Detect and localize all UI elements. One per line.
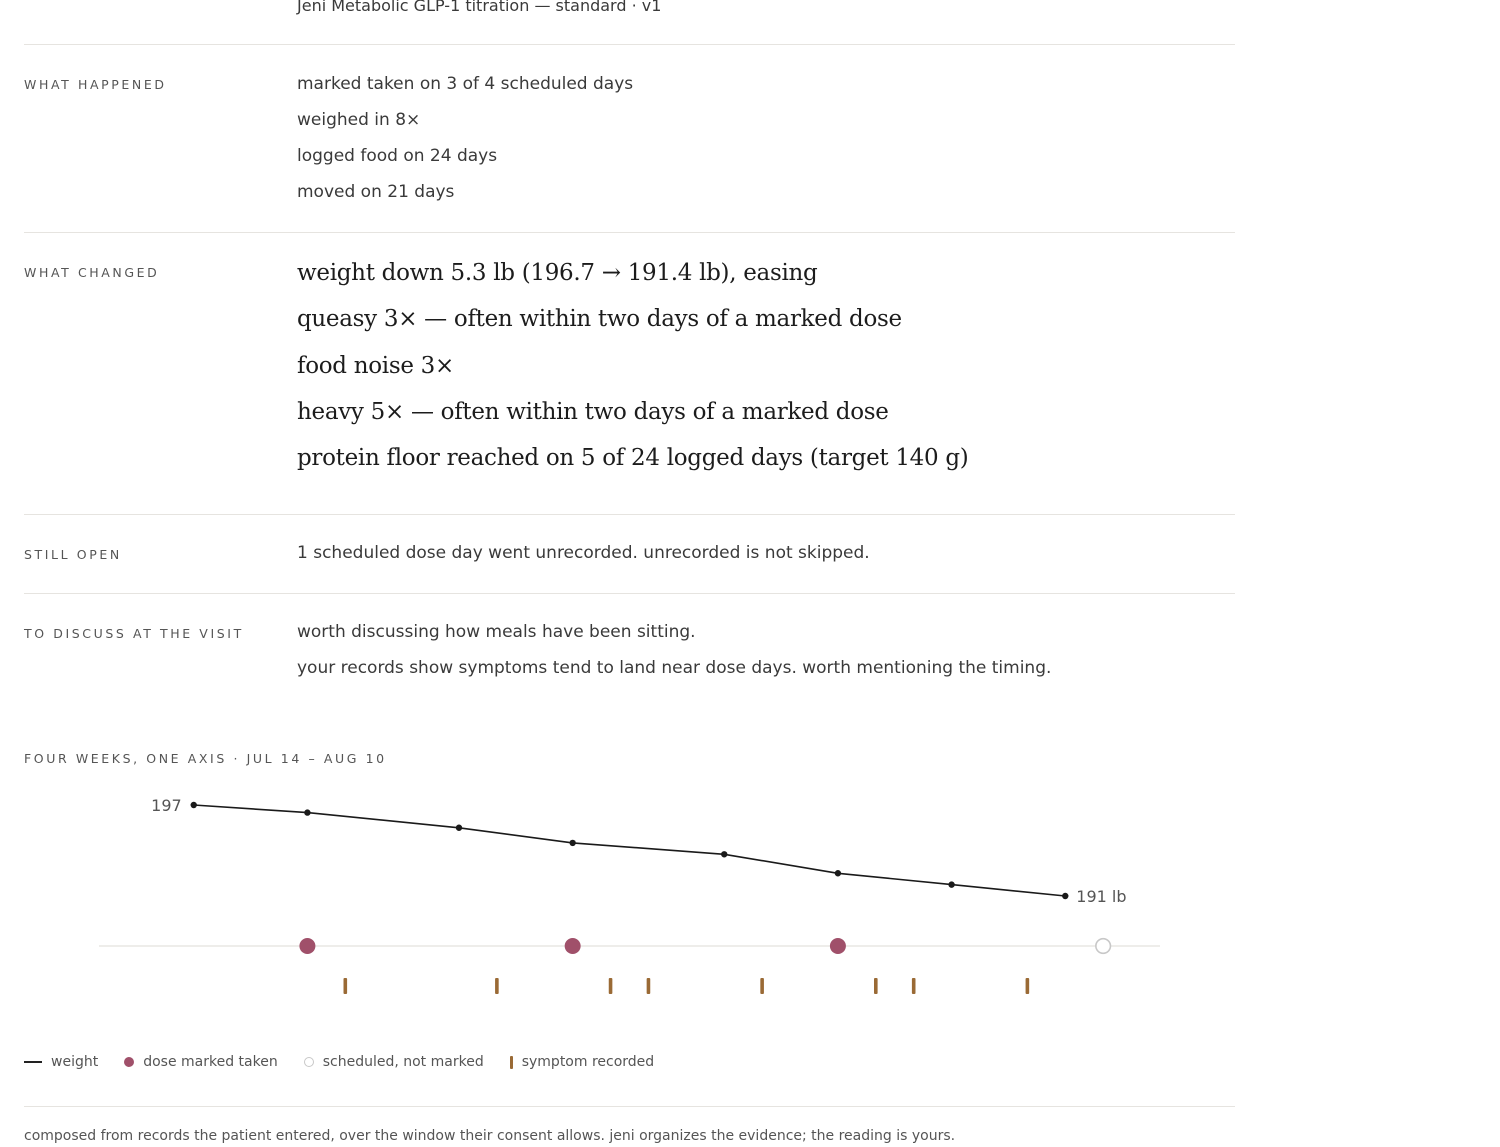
symptom-tick: [647, 978, 651, 994]
what-changed-line: weight down 5.3 lb (196.7 → 191.4 lb), easing: [297, 260, 818, 286]
legend-label: symptom recorded: [521, 1054, 655, 1070]
legend-label: weight: [51, 1054, 99, 1070]
weight-point: [191, 802, 197, 808]
divider: [24, 593, 1235, 594]
protocol-title: Jeni Metabolic GLP-1 titration — standard · v1: [297, 0, 662, 15]
chart-legend: [24, 1054, 680, 1070]
weight-point: [304, 809, 310, 815]
weight-point: [721, 851, 727, 857]
section-label-what-happened: WHAT HAPPENED: [24, 77, 167, 92]
what-happened-line: marked taken on 3 of 4 scheduled days: [297, 74, 634, 94]
divider: [24, 514, 1235, 515]
to-discuss-line: worth discussing how meals have been sitting.: [297, 622, 696, 642]
divider: [24, 1106, 1235, 1107]
weight-line: [194, 805, 1066, 896]
dose-dot-swatch: [124, 1057, 134, 1067]
still-open-line: 1 scheduled dose day went unrecorded. unrecorded is not skipped.: [297, 543, 870, 563]
symptom-tick: [912, 978, 916, 994]
divider: [24, 232, 1235, 233]
divider: [24, 44, 1235, 45]
weight-end-label: 191 lb: [1076, 887, 1127, 906]
symptom-tick: [495, 978, 499, 994]
dose-taken-marker: [830, 938, 846, 954]
symptom-tick: [344, 978, 348, 994]
weight-point: [835, 870, 841, 876]
section-label-what-changed: WHAT CHANGED: [24, 265, 160, 280]
weight-point: [1062, 893, 1068, 899]
symptom-tick: [609, 978, 613, 994]
chart-title: FOUR WEEKS, ONE AXIS · JUL 14 – AUG 10: [24, 751, 387, 766]
symptom-tick: [1026, 978, 1030, 994]
what-changed-line: protein floor reached on 5 of 24 logged days (target 140 g): [297, 445, 969, 471]
dose-taken-marker: [565, 938, 581, 954]
legend-dose-taken: [124, 1054, 278, 1070]
what-changed-line: queasy 3× — often within two days of a marked dose: [297, 306, 902, 332]
symptom-tick-swatch: [510, 1056, 513, 1069]
legend-symptom: [510, 1054, 654, 1070]
what-changed-line: food noise 3×: [297, 353, 454, 379]
what-happened-line: weighed in 8×: [297, 110, 421, 130]
to-discuss-line: your records show symptoms tend to land near dose days. worth mentioning the timing.: [297, 658, 1052, 678]
unmarked-ring-swatch: [304, 1057, 314, 1067]
weight-point: [456, 825, 462, 831]
dose-taken-marker: [299, 938, 315, 954]
what-happened-line: logged food on 24 days: [297, 146, 498, 166]
weight-point: [569, 840, 575, 846]
footer-note: composed from records the patient entered, over the window their consent allows. jeni organizes the evidence; the reading is yours.: [24, 1128, 956, 1144]
what-happened-line: moved on 21 days: [297, 182, 455, 202]
weight-line-swatch: [24, 1061, 42, 1063]
section-label-to-discuss: TO DISCUSS AT THE VISIT: [24, 626, 244, 641]
symptom-tick: [760, 978, 764, 994]
legend-dose-unmarked: [304, 1054, 484, 1070]
legend-label: dose marked taken: [143, 1054, 278, 1070]
legend-label: scheduled, not marked: [322, 1054, 484, 1070]
symptom-tick: [874, 978, 878, 994]
weight-start-label: 197: [151, 796, 182, 815]
timeline-chart: [0, 770, 1240, 1020]
section-label-still-open: STILL OPEN: [24, 547, 122, 562]
what-changed-line: heavy 5× — often within two days of a marked dose: [297, 399, 889, 425]
dose-unmarked-marker: [1096, 939, 1111, 954]
weight-point: [948, 881, 954, 887]
legend-weight: [24, 1054, 98, 1070]
